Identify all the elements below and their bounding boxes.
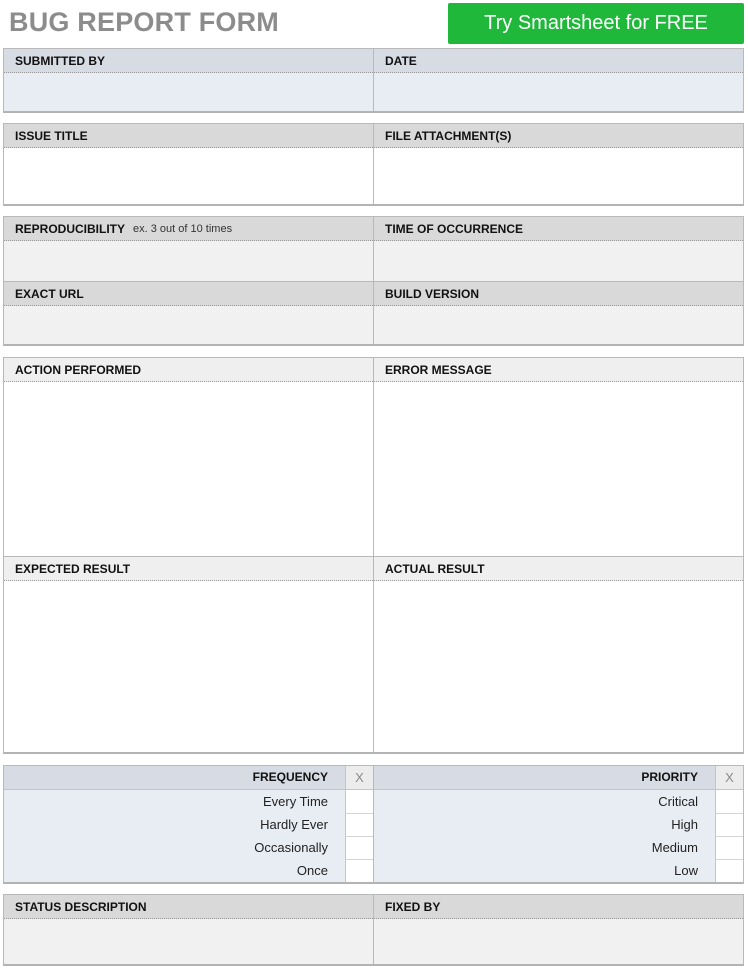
frequency-label: FREQUENCY: [4, 766, 345, 789]
error-message-label: ERROR MESSAGE: [374, 358, 743, 382]
priority-header: [374, 766, 743, 790]
priority-option-label: Medium: [374, 836, 715, 859]
issue-title-field[interactable]: [4, 148, 373, 204]
file-attachments-field[interactable]: [374, 148, 743, 204]
priority-mark-header: X: [715, 766, 743, 789]
actual-result-label: ACTUAL RESULT: [374, 557, 743, 581]
frequency-option-label: Once: [4, 859, 345, 882]
time-of-occurrence-cell: [373, 217, 743, 281]
fixed-by-field[interactable]: [374, 919, 743, 964]
frequency-every-time-checkbox[interactable]: [345, 790, 373, 813]
fixed-by-cell: [373, 895, 743, 964]
action-performed-field[interactable]: [4, 382, 373, 556]
frequency-hardly-ever-checkbox[interactable]: [345, 813, 373, 836]
submitter-section: [3, 48, 744, 113]
reproducibility-title: REPRODUCIBILITY: [15, 221, 126, 236]
frequency-mark-header: X: [345, 766, 373, 789]
expected-result-cell: [4, 557, 373, 752]
frequency-option: [4, 836, 373, 859]
build-version-label: BUILD VERSION: [374, 282, 743, 306]
reproducibility-label: [4, 217, 373, 241]
actual-result-cell: [373, 557, 743, 752]
date-cell: [373, 49, 743, 111]
action-performed-label: ACTION PERFORMED: [4, 358, 373, 382]
reproducibility-field[interactable]: [4, 241, 373, 281]
reproducibility-hint: ex. 3 out of 10 times: [133, 222, 233, 235]
frequency-once-checkbox[interactable]: [345, 859, 373, 882]
file-attachments-cell: [373, 124, 743, 204]
environment-section: [3, 216, 744, 346]
frequency-column: [4, 766, 373, 882]
frequency-option: [4, 790, 373, 813]
expected-result-label: EXPECTED RESULT: [4, 557, 373, 581]
error-message-field[interactable]: [374, 382, 743, 556]
date-field[interactable]: [374, 73, 743, 111]
priority-option: [374, 836, 743, 859]
priority-high-checkbox[interactable]: [715, 813, 743, 836]
actual-result-field[interactable]: [374, 581, 743, 752]
build-version-cell: [373, 282, 743, 344]
status-section: [3, 894, 744, 966]
classification-section: [3, 765, 744, 884]
frequency-option: [4, 859, 373, 882]
priority-critical-checkbox[interactable]: [715, 790, 743, 813]
submitted-by-cell: [4, 49, 373, 111]
expected-result-field[interactable]: [4, 581, 373, 752]
frequency-header: [4, 766, 373, 790]
priority-medium-checkbox[interactable]: [715, 836, 743, 859]
try-smartsheet-button[interactable]: Try Smartsheet for FREE: [448, 3, 744, 44]
status-description-field[interactable]: [4, 919, 373, 964]
priority-option: [374, 859, 743, 882]
frequency-option-label: Every Time: [4, 790, 345, 813]
priority-option-label: Critical: [374, 790, 715, 813]
status-description-cell: [4, 895, 373, 964]
exact-url-field[interactable]: [4, 306, 373, 344]
priority-option-label: Low: [374, 859, 715, 882]
date-label: DATE: [374, 49, 743, 73]
fixed-by-label: FIXED BY: [374, 895, 743, 919]
error-message-cell: [373, 358, 743, 556]
issue-title-label: ISSUE TITLE: [4, 124, 373, 148]
submitted-by-label: SUBMITTED BY: [4, 49, 373, 73]
action-performed-cell: [4, 358, 373, 556]
priority-option-label: High: [374, 813, 715, 836]
priority-option: [374, 790, 743, 813]
frequency-occasionally-checkbox[interactable]: [345, 836, 373, 859]
issue-title-cell: [4, 124, 373, 204]
exact-url-label: EXACT URL: [4, 282, 373, 306]
priority-column: [373, 766, 743, 882]
frequency-option-label: Hardly Ever: [4, 813, 345, 836]
priority-label: PRIORITY: [374, 766, 715, 789]
frequency-option-label: Occasionally: [4, 836, 345, 859]
priority-option: [374, 813, 743, 836]
page-title: BUG REPORT FORM: [9, 7, 279, 37]
results-section: [3, 357, 744, 754]
build-version-field[interactable]: [374, 306, 743, 344]
time-of-occurrence-field[interactable]: [374, 241, 743, 281]
issue-section: [3, 123, 744, 206]
file-attachments-label: FILE ATTACHMENT(S): [374, 124, 743, 148]
frequency-option: [4, 813, 373, 836]
status-description-label: STATUS DESCRIPTION: [4, 895, 373, 919]
exact-url-cell: [4, 282, 373, 344]
submitted-by-field[interactable]: [4, 73, 373, 111]
priority-low-checkbox[interactable]: [715, 859, 743, 882]
reproducibility-cell: [4, 217, 373, 281]
time-of-occurrence-label: TIME OF OCCURRENCE: [374, 217, 743, 241]
